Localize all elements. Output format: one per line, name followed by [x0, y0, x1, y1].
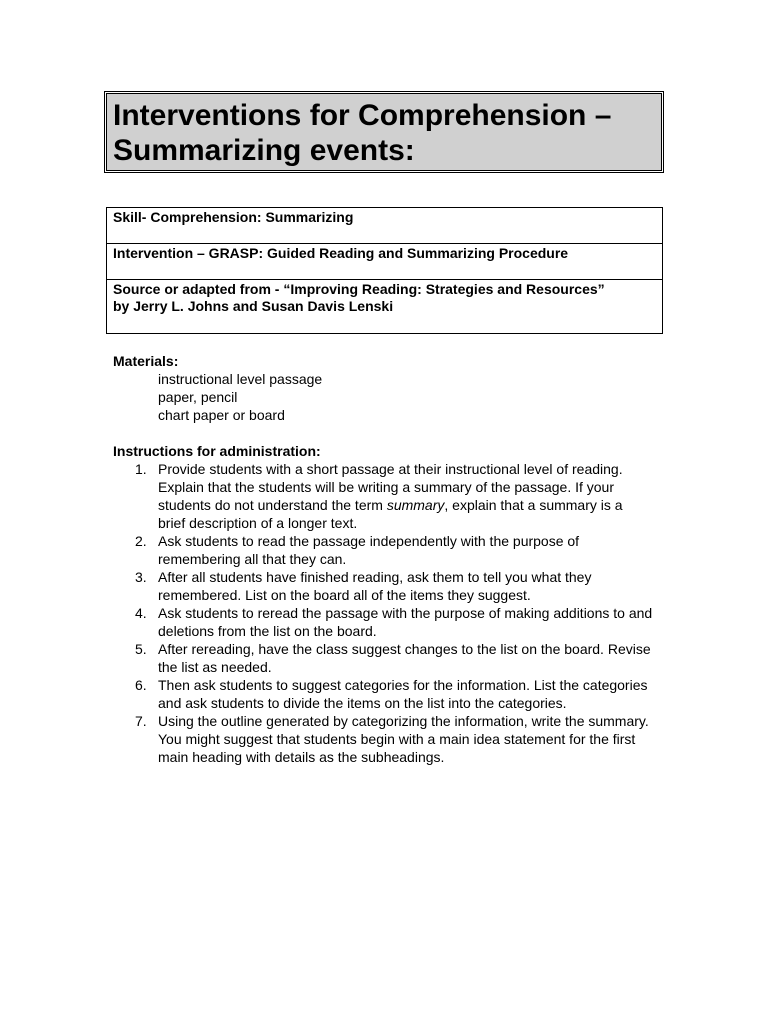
instructions-list [113, 460, 653, 766]
title-box [106, 93, 662, 171]
page-title [107, 94, 661, 168]
materials-list [113, 370, 653, 424]
intervention-row [107, 244, 663, 280]
instruction-step [113, 532, 653, 568]
materials-section [113, 352, 653, 424]
step-text-part: , explain that a summary is a brief description of a longer text. [158, 497, 623, 531]
materials-item: chart paper or board [158, 407, 285, 423]
intervention-cell: Intervention – GRASP: Guided Reading and Summarizing Procedure [107, 244, 663, 280]
step-text: After all students have finished reading, ask them to tell you what they remembered. List on the board all of the items they suggest. [158, 569, 592, 603]
step-number: 7. [135, 713, 147, 729]
step-number: 5. [135, 641, 147, 657]
step-text [158, 461, 623, 531]
instruction-step [113, 676, 653, 712]
instruction-step [113, 712, 653, 766]
step-number: 1. [135, 461, 147, 477]
source-line-1: Source or adapted from - “Improving Reading: Strategies and Resources” [113, 281, 605, 297]
instruction-step [113, 604, 653, 640]
step-term-italic: summary [386, 497, 445, 513]
title-line-2: Summarizing events: [113, 134, 415, 167]
materials-heading: Materials: [113, 353, 179, 369]
instructions-heading: Instructions for administration: [113, 443, 321, 459]
step-text-part: Provide students with a short passage at their instructional level of reading. Explain that the students will be writing a summary of the passage. If your students do not understand the term [158, 461, 623, 513]
skill-row [107, 208, 663, 244]
step-number: 2. [135, 533, 147, 549]
source-row [107, 280, 663, 334]
step-text: After rereading, have the class suggest changes to the list on the board. Revise the list as needed. [158, 641, 651, 675]
skill-cell: Skill- Comprehension: Summarizing [107, 208, 663, 244]
instruction-step [113, 568, 653, 604]
step-text: Using the outline generated by categorizing the information, write the summary. You might suggest that students begin with a main idea statement for the first main heading with details as the subheadings. [158, 713, 649, 765]
step-text: Ask students to read the passage independently with the purpose of remembering all that they can. [158, 533, 580, 567]
instruction-step [113, 460, 653, 532]
info-table [106, 207, 663, 334]
step-number: 4. [135, 605, 147, 621]
step-number: 3. [135, 569, 147, 585]
instructions-section [113, 442, 653, 766]
materials-item: paper, pencil [158, 389, 238, 405]
step-number: 6. [135, 677, 147, 693]
instruction-step [113, 640, 653, 676]
source-cell [107, 280, 663, 334]
step-text: Then ask students to suggest categories for the information. List the categories and ask students to divide the items on the list into the categories. [158, 677, 648, 711]
step-text: Ask students to reread the passage with the purpose of making additions to and deletions from the list on the board. [158, 605, 653, 639]
title-line-1: Interventions for Comprehension – [113, 99, 612, 132]
source-line-2: by Jerry L. Johns and Susan Davis Lenski [113, 298, 394, 314]
materials-item: instructional level passage [158, 371, 323, 387]
